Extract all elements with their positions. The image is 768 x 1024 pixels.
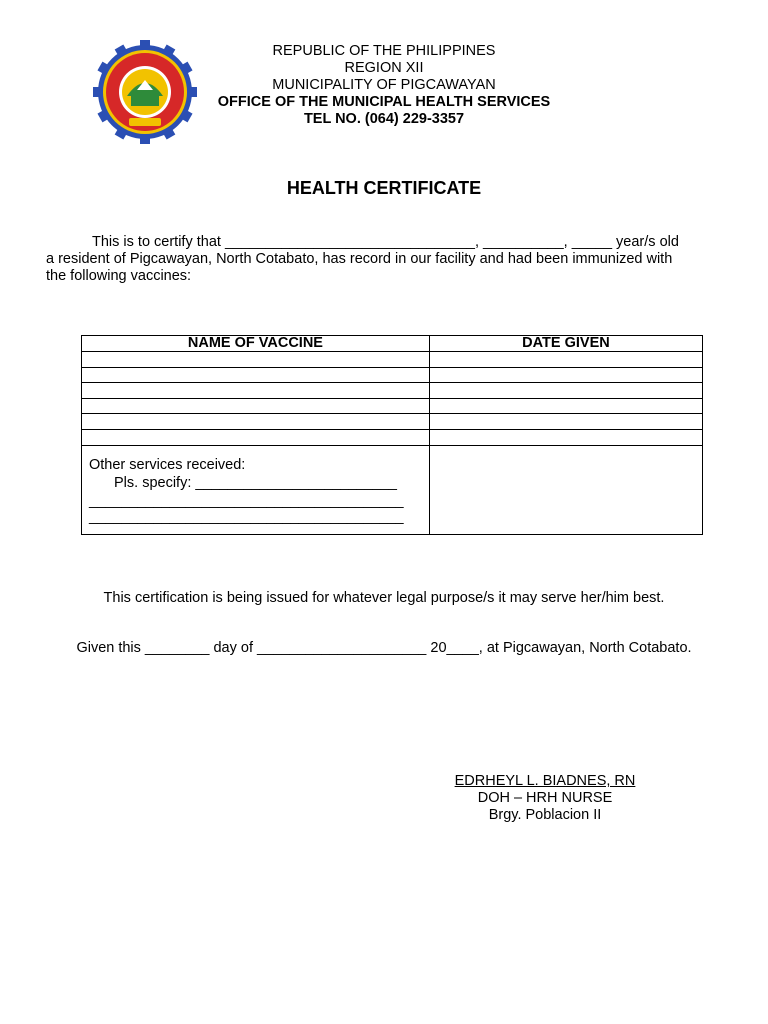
vaccine-cell xyxy=(82,383,430,399)
blank-line: _______________________________________ xyxy=(89,492,404,509)
table-row xyxy=(82,429,703,445)
body-line-2: a resident of Pigcawayan, North Cotabato, has record in our facility and had been immunized with xyxy=(46,251,673,267)
header-region: REGION XII xyxy=(344,60,424,76)
body-line-3: the following vaccines: xyxy=(46,268,192,284)
date-cell xyxy=(429,383,702,399)
specify-line: Pls. specify: _________________________ xyxy=(114,474,397,491)
date-cell xyxy=(429,429,702,445)
signatory-name: EDRHEYL L. BIADNES, RN xyxy=(454,773,636,789)
date-cell xyxy=(429,398,702,414)
table-row xyxy=(82,367,703,383)
table-row xyxy=(82,414,703,430)
column-header-vaccine: NAME OF VACCINE xyxy=(82,336,430,352)
table-row xyxy=(82,383,703,399)
signatory-position: DOH – HRH NURSE xyxy=(477,790,613,806)
other-services-label: Other services received: xyxy=(89,456,246,473)
municipal-seal-logo xyxy=(93,40,197,144)
blank-line: _______________________________________ xyxy=(89,508,404,525)
vaccine-cell xyxy=(82,429,430,445)
table-row xyxy=(82,398,703,414)
date-cell xyxy=(429,352,702,368)
header-republic: REPUBLIC OF THE PHILIPPINES xyxy=(272,43,496,59)
document-title: HEALTH CERTIFICATE xyxy=(286,178,482,198)
vaccine-cell xyxy=(82,367,430,383)
table-header-row xyxy=(82,336,703,352)
table-row xyxy=(82,352,703,368)
purpose-statement: This certification is being issued for whatever legal purpose/s it may serve her/him best. xyxy=(103,590,665,606)
date-cell xyxy=(429,367,702,383)
header-tel: TEL NO. (064) 229-3357 xyxy=(303,111,465,127)
vaccine-table xyxy=(81,335,703,535)
other-services-date-cell xyxy=(429,445,702,534)
date-cell xyxy=(429,414,702,430)
vaccine-cell xyxy=(82,414,430,430)
other-services-row xyxy=(82,445,703,534)
other-services-cell xyxy=(82,445,430,534)
given-statement: Given this ________ day of _____________________ 20____, at Pigcawayan, North Cotabato. xyxy=(76,640,692,656)
header-municipality: MUNICIPALITY OF PIGCAWAYAN xyxy=(272,77,496,93)
column-header-date: DATE GIVEN xyxy=(429,336,702,352)
header-office: OFFICE OF THE MUNICIPAL HEALTH SERVICES xyxy=(217,94,551,110)
signatory-location: Brgy. Poblacion II xyxy=(488,807,602,823)
vaccine-cell xyxy=(82,398,430,414)
vaccine-cell xyxy=(82,352,430,368)
body-line-1: This is to certify that _______________________________, __________, _____ year/s old xyxy=(92,234,679,250)
